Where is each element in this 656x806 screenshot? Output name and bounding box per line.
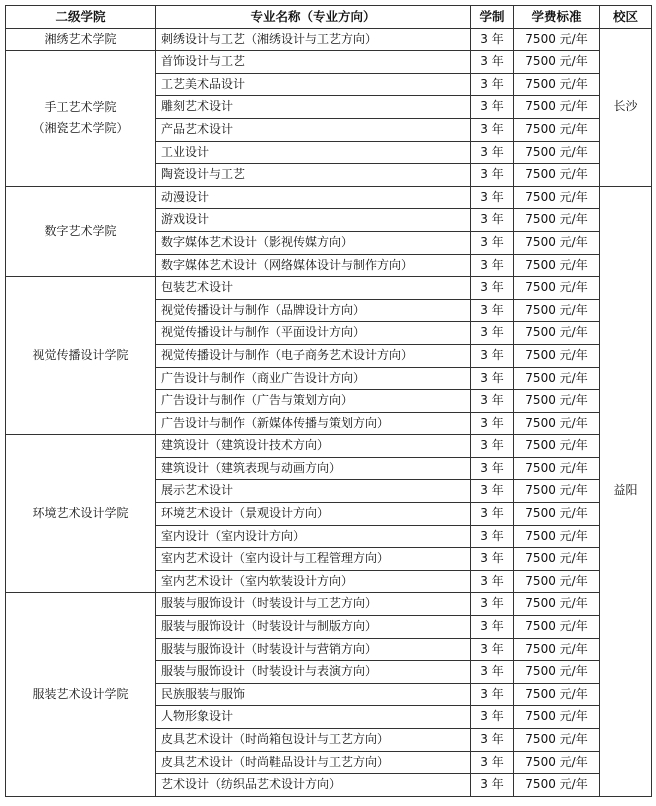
table-row: [6, 28, 652, 51]
years-value: 3 年: [471, 548, 514, 571]
major-name: 游戏设计: [156, 209, 471, 232]
fee-value: 7500 元/年: [514, 28, 600, 51]
years-value: 3 年: [471, 73, 514, 96]
years-value: 3 年: [471, 209, 514, 232]
fee-value: 7500 元/年: [514, 209, 600, 232]
years-value: 3 年: [471, 729, 514, 752]
fee-value: 7500 元/年: [514, 480, 600, 503]
fee-value: 7500 元/年: [514, 616, 600, 639]
years-value: 3 年: [471, 51, 514, 74]
fee-value: 7500 元/年: [514, 299, 600, 322]
years-value: 3 年: [471, 164, 514, 187]
years-value: 3 年: [471, 751, 514, 774]
campus-name: 益阳: [600, 186, 652, 796]
table-row: [6, 277, 652, 300]
fee-value: 7500 元/年: [514, 51, 600, 74]
major-name: 广告设计与制作（广告与策划方向）: [156, 390, 471, 413]
fee-value: 7500 元/年: [514, 344, 600, 367]
fee-value: 7500 元/年: [514, 503, 600, 526]
years-value: 3 年: [471, 231, 514, 254]
major-name: 产品艺术设计: [156, 118, 471, 141]
major-name: 服装与服饰设计（时装设计与营销方向）: [156, 638, 471, 661]
major-name: 服装与服饰设计（时装设计与表演方向）: [156, 661, 471, 684]
college-name: 湘绣艺术学院: [44, 31, 117, 46]
years-value: 3 年: [471, 277, 514, 300]
header-major: 专业名称（专业方向）: [156, 6, 471, 29]
major-name: 视觉传播设计与制作（平面设计方向）: [156, 322, 471, 345]
header-college: 二级学院: [6, 6, 156, 29]
major-name: 视觉传播设计与制作（电子商务艺术设计方向）: [156, 344, 471, 367]
fee-value: 7500 元/年: [514, 706, 600, 729]
major-name: 广告设计与制作（新媒体传播与策划方向）: [156, 412, 471, 435]
major-name: 服装与服饰设计（时装设计与制版方向）: [156, 616, 471, 639]
fee-value: 7500 元/年: [514, 390, 600, 413]
major-name: 皮具艺术设计（时尚鞋品设计与工艺方向）: [156, 751, 471, 774]
header-fee: 学费标准: [514, 6, 600, 29]
fee-value: 7500 元/年: [514, 683, 600, 706]
years-value: 3 年: [471, 96, 514, 119]
years-value: 3 年: [471, 503, 514, 526]
years-value: 3 年: [471, 435, 514, 458]
campus-name: 长沙: [600, 28, 652, 186]
major-name: 皮具艺术设计（时尚箱包设计与工艺方向）: [156, 729, 471, 752]
college-name-cell: [6, 28, 156, 51]
college-name-cell: [6, 186, 156, 276]
years-value: 3 年: [471, 661, 514, 684]
major-name: 首饰设计与工艺: [156, 51, 471, 74]
years-value: 3 年: [471, 616, 514, 639]
major-name: 展示艺术设计: [156, 480, 471, 503]
major-name: 服装与服饰设计（时装设计与工艺方向）: [156, 593, 471, 616]
fee-value: 7500 元/年: [514, 277, 600, 300]
major-name: 数字媒体艺术设计（影视传媒方向）: [156, 231, 471, 254]
tuition-table: [5, 5, 652, 797]
header-campus: 校区: [600, 6, 652, 29]
college-subname: （湘瓷艺术学院）: [32, 121, 129, 136]
major-name: 环境艺术设计（景观设计方向）: [156, 503, 471, 526]
college-name-cell: [6, 51, 156, 187]
college-name: 数字艺术学院: [44, 223, 117, 238]
fee-value: 7500 元/年: [514, 435, 600, 458]
major-name: 陶瓷设计与工艺: [156, 164, 471, 187]
years-value: 3 年: [471, 28, 514, 51]
fee-value: 7500 元/年: [514, 638, 600, 661]
major-name: 室内设计（室内设计方向）: [156, 525, 471, 548]
years-value: 3 年: [471, 412, 514, 435]
years-value: 3 年: [471, 186, 514, 209]
fee-value: 7500 元/年: [514, 774, 600, 797]
college-name: 环境艺术设计学院: [32, 506, 129, 521]
college-name-cell: [6, 277, 156, 435]
major-name: 包装艺术设计: [156, 277, 471, 300]
fee-value: 7500 元/年: [514, 322, 600, 345]
header-years: 学制: [471, 6, 514, 29]
years-value: 3 年: [471, 638, 514, 661]
years-value: 3 年: [471, 367, 514, 390]
fee-value: 7500 元/年: [514, 548, 600, 571]
fee-value: 7500 元/年: [514, 186, 600, 209]
college-name: 手工艺术学院: [44, 99, 117, 114]
header-row: [6, 6, 652, 29]
fee-value: 7500 元/年: [514, 457, 600, 480]
fee-value: 7500 元/年: [514, 118, 600, 141]
fee-value: 7500 元/年: [514, 73, 600, 96]
years-value: 3 年: [471, 525, 514, 548]
college-name: 服装艺术设计学院: [32, 686, 129, 701]
major-name: 雕刻艺术设计: [156, 96, 471, 119]
years-value: 3 年: [471, 299, 514, 322]
fee-value: 7500 元/年: [514, 729, 600, 752]
fee-value: 7500 元/年: [514, 254, 600, 277]
years-value: 3 年: [471, 141, 514, 164]
fee-value: 7500 元/年: [514, 661, 600, 684]
table-row: [6, 51, 652, 74]
major-name: 室内艺术设计（室内软装设计方向）: [156, 570, 471, 593]
fee-value: 7500 元/年: [514, 525, 600, 548]
table-row: [6, 435, 652, 458]
major-name: 人物形象设计: [156, 706, 471, 729]
fee-value: 7500 元/年: [514, 593, 600, 616]
fee-value: 7500 元/年: [514, 164, 600, 187]
college-name-cell: [6, 593, 156, 796]
major-name: 工艺美术品设计: [156, 73, 471, 96]
major-name: 民族服装与服饰: [156, 683, 471, 706]
fee-value: 7500 元/年: [514, 231, 600, 254]
years-value: 3 年: [471, 593, 514, 616]
major-name: 室内艺术设计（室内设计与工程管理方向）: [156, 548, 471, 571]
fee-value: 7500 元/年: [514, 570, 600, 593]
table-row: [6, 186, 652, 209]
years-value: 3 年: [471, 706, 514, 729]
fee-value: 7500 元/年: [514, 751, 600, 774]
fee-value: 7500 元/年: [514, 96, 600, 119]
fee-value: 7500 元/年: [514, 141, 600, 164]
years-value: 3 年: [471, 390, 514, 413]
table-body: [6, 28, 652, 796]
years-value: 3 年: [471, 344, 514, 367]
major-name: 工业设计: [156, 141, 471, 164]
major-name: 数字媒体艺术设计（网络媒体设计与制作方向）: [156, 254, 471, 277]
major-name: 动漫设计: [156, 186, 471, 209]
years-value: 3 年: [471, 457, 514, 480]
major-name: 艺术设计（纺织品艺术设计方向）: [156, 774, 471, 797]
college-name: 视觉传播设计学院: [32, 347, 129, 362]
years-value: 3 年: [471, 570, 514, 593]
years-value: 3 年: [471, 774, 514, 797]
years-value: 3 年: [471, 118, 514, 141]
table-row: [6, 593, 652, 616]
years-value: 3 年: [471, 480, 514, 503]
college-name-cell: [6, 435, 156, 593]
years-value: 3 年: [471, 683, 514, 706]
major-name: 视觉传播设计与制作（品牌设计方向）: [156, 299, 471, 322]
major-name: 建筑设计（建筑设计技术方向）: [156, 435, 471, 458]
major-name: 建筑设计（建筑表现与动画方向）: [156, 457, 471, 480]
years-value: 3 年: [471, 254, 514, 277]
major-name: 刺绣设计与工艺（湘绣设计与工艺方向）: [156, 28, 471, 51]
years-value: 3 年: [471, 322, 514, 345]
fee-value: 7500 元/年: [514, 367, 600, 390]
fee-value: 7500 元/年: [514, 412, 600, 435]
major-name: 广告设计与制作（商业广告设计方向）: [156, 367, 471, 390]
